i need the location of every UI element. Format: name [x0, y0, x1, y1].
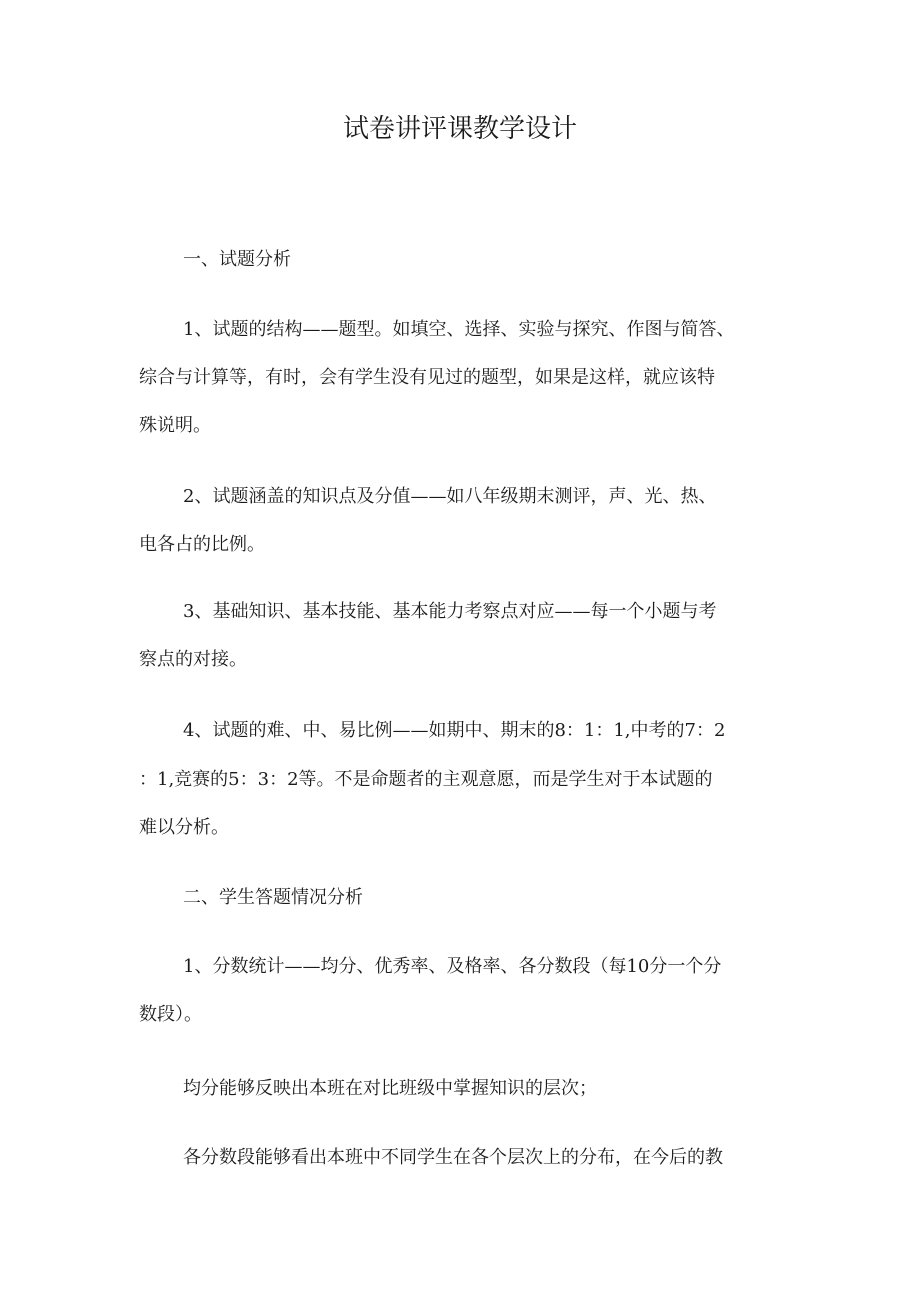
paragraph-line: 2、试题涵盖的知识点及分值——如八年级期末测评，声、光、热、	[183, 486, 717, 507]
paragraph-line: 均分能够反映出本班在对比班级中掌握知识的层次；	[183, 1078, 597, 1099]
paragraph-line: 综合与计算等，有时，会有学生没有见过的题型，如果是这样，就应该特	[139, 367, 715, 388]
paragraph-line: 4、试题的难、中、易比例——如期中、期末的8：1：1,中考的7：2	[183, 720, 726, 741]
paragraph-line: 察点的对接。	[139, 649, 247, 670]
section-heading: 一、试题分析	[183, 249, 291, 270]
paragraph-line: 数段）。	[139, 1004, 202, 1025]
page-title: 试卷讲评课教学设计	[342, 114, 577, 144]
paragraph-line: 3、基础知识、基本技能、基本能力考察点对应——每一个小题与考	[183, 601, 717, 622]
paragraph-line: 电各占的比例。	[139, 534, 265, 555]
paragraph-line: 1、分数统计——均分、优秀率、及格率、各分数段（每10分一个分	[183, 956, 722, 977]
paragraph-line: ：1,竞赛的5：3：2等。不是命题者的主观意愿，而是学生对于本试题的	[139, 769, 713, 790]
paragraph-line: 1、试题的结构——题型。如填空、选择、实验与探究、作图与简答、	[183, 319, 735, 340]
paragraph-line: 殊说明。	[139, 415, 211, 436]
paragraph-line: 各分数段能够看出本班中不同学生在各个层次上的分布，在今后的教	[183, 1147, 723, 1168]
paragraph-line: 难以分析。	[139, 817, 229, 838]
section-heading: 二、学生答题情况分析	[183, 887, 363, 908]
